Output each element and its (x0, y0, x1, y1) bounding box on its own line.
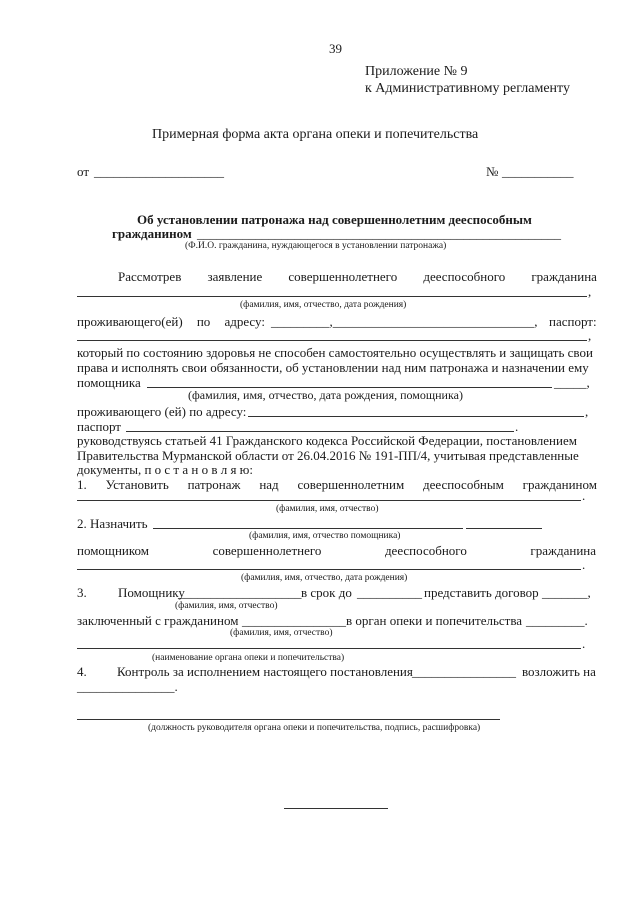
resolve-line: документы, п о с т а н о в л я ю: (77, 462, 254, 477)
item4-field[interactable]: ________________ (412, 664, 516, 679)
item4-assignee-field[interactable]: _______________. (77, 679, 178, 694)
word: гражданина (530, 543, 596, 558)
item2-citizen-field[interactable] (77, 569, 581, 570)
assistant-passport-label: паспорт (77, 419, 121, 434)
word: совершеннолетнего (288, 269, 398, 284)
word: дееспособного (384, 543, 467, 558)
item3-assistant-label: Помощнику (118, 585, 185, 600)
address-field[interactable]: _________,_______________________________, (271, 314, 538, 329)
word: Рассмотрев (118, 269, 182, 284)
item3-number: 3. (77, 585, 87, 600)
item2-line (77, 543, 596, 558)
assistant-label: помощника (77, 375, 141, 390)
act-heading-citizen-field[interactable]: ________________________________________________________ (197, 226, 561, 241)
word: гражданином (522, 477, 597, 492)
doc-number-field[interactable]: ___________ (502, 164, 574, 179)
doc-number-label: № (486, 164, 499, 179)
word: дееспособным (423, 477, 504, 492)
residing-label (77, 314, 265, 329)
date-from-field[interactable]: ____________________ (94, 164, 224, 179)
appendix-label: Приложение № 9 (365, 64, 468, 79)
period: . (582, 636, 586, 651)
comma: , (585, 404, 589, 419)
word: Установить (105, 477, 169, 492)
item4-text: Контроль за исполнением настоящего постановления (117, 664, 413, 679)
word: патронаж (187, 477, 241, 492)
item3-caption2: (фамилия, имя, отчество) (230, 628, 333, 638)
act-heading-caption: (Ф.И.О. гражданина, нуждающегося в установлении патронажа) (185, 241, 447, 251)
item3-organ-field[interactable]: _________. (526, 613, 588, 628)
item3-submit-label: представить договор (424, 585, 539, 600)
item4-number: 4. (77, 664, 87, 679)
date-from-label: от (77, 164, 90, 179)
word: заявление (207, 269, 263, 284)
item3-contract-field[interactable]: _______, (542, 585, 591, 600)
applicant-caption: (фамилия, имя, отчество, дата рождения) (240, 300, 407, 310)
passport-label: паспорт: (549, 314, 597, 329)
item2-assistant-field[interactable] (153, 528, 463, 529)
item3-contract-label: заключенный с гражданином (77, 613, 239, 628)
word: помощником (77, 543, 149, 558)
word: адресу: (224, 314, 265, 329)
item2-caption: (фамилия, имя, отчество помощника) (249, 531, 401, 541)
item3-to-label: в орган опеки и попечительства (346, 613, 523, 628)
assistant-caption: (фамилия, имя, отчество, дата рождения, помощника) (188, 388, 463, 402)
item3-deadline-field[interactable]: __________ (357, 585, 422, 600)
period: . (515, 419, 519, 434)
paragraph-line: права и исполнять свои обязанности, об установлении над ним патронажа и назначении ему (77, 360, 589, 375)
word: 1. (77, 477, 87, 492)
act-heading: Об установлении патронажа над совершеннолетним дееспособным (137, 212, 532, 227)
assistant-field-tail[interactable]: _____, (554, 375, 590, 390)
item4-tail: возложить на (522, 664, 596, 679)
passport-field[interactable] (77, 340, 587, 341)
footer-separator (284, 808, 388, 809)
assistant-passport-field[interactable] (126, 431, 514, 432)
word: совершеннолетним (297, 477, 405, 492)
item3-organ-name-field[interactable] (77, 648, 581, 649)
item1-citizen-field[interactable] (77, 500, 581, 501)
act-heading-citizen-label: гражданином (112, 226, 192, 241)
period: . (582, 488, 586, 503)
form-title: Примерная форма акта органа опеки и попечительства (152, 127, 479, 142)
signature-caption: (должность руководителя органа опеки и попечительства, подпись, расшифровка) (148, 723, 481, 733)
signature-field[interactable] (77, 719, 500, 720)
item2-caption2: (фамилия, имя, отчество, дата рождения) (241, 573, 408, 583)
item2-assistant-field-extra[interactable] (466, 528, 542, 529)
word: над (259, 477, 279, 492)
word: по (196, 314, 211, 329)
comma: , (588, 328, 592, 343)
assistant-address-label: проживающего (ей) по адресу: (77, 404, 247, 419)
item3-deadline-label: в срок до (301, 585, 352, 600)
page-number: 39 (329, 41, 342, 56)
word: гражданина (531, 269, 597, 284)
word: дееспособного (423, 269, 506, 284)
item3-caption3: (наименование органа опеки и попечительства) (152, 653, 345, 663)
item1-line (77, 477, 597, 492)
considering-line (118, 269, 597, 284)
applicant-field[interactable] (77, 296, 587, 297)
assistant-address-field[interactable] (248, 416, 584, 417)
paragraph-line: который по состоянию здоровья не способен самостоятельно осуществлять и защищать свои (77, 345, 593, 360)
comma: , (588, 284, 592, 299)
item3-citizen-field[interactable]: ________________ (242, 613, 346, 628)
paragraph-line: Правительства Мурманской области от 26.04.2016 № 191-ПП/4, учитывая представленные (77, 448, 579, 463)
period: . (582, 557, 586, 572)
paragraph-line: руководствуясь статьей 41 Гражданского кодекса Российской Федерации, постановлением (77, 433, 577, 448)
item3-caption: (фамилия, имя, отчество) (175, 601, 278, 611)
word: проживающего(ей) (77, 314, 183, 329)
appendix-regulation: к Административному регламенту (365, 81, 570, 96)
item3-assistant-field[interactable]: ___________________ (178, 585, 302, 600)
item1-caption: (фамилия, имя, отчество) (276, 504, 379, 514)
item2-label: 2. Назначить (77, 516, 148, 531)
word: совершеннолетнего (212, 543, 322, 558)
